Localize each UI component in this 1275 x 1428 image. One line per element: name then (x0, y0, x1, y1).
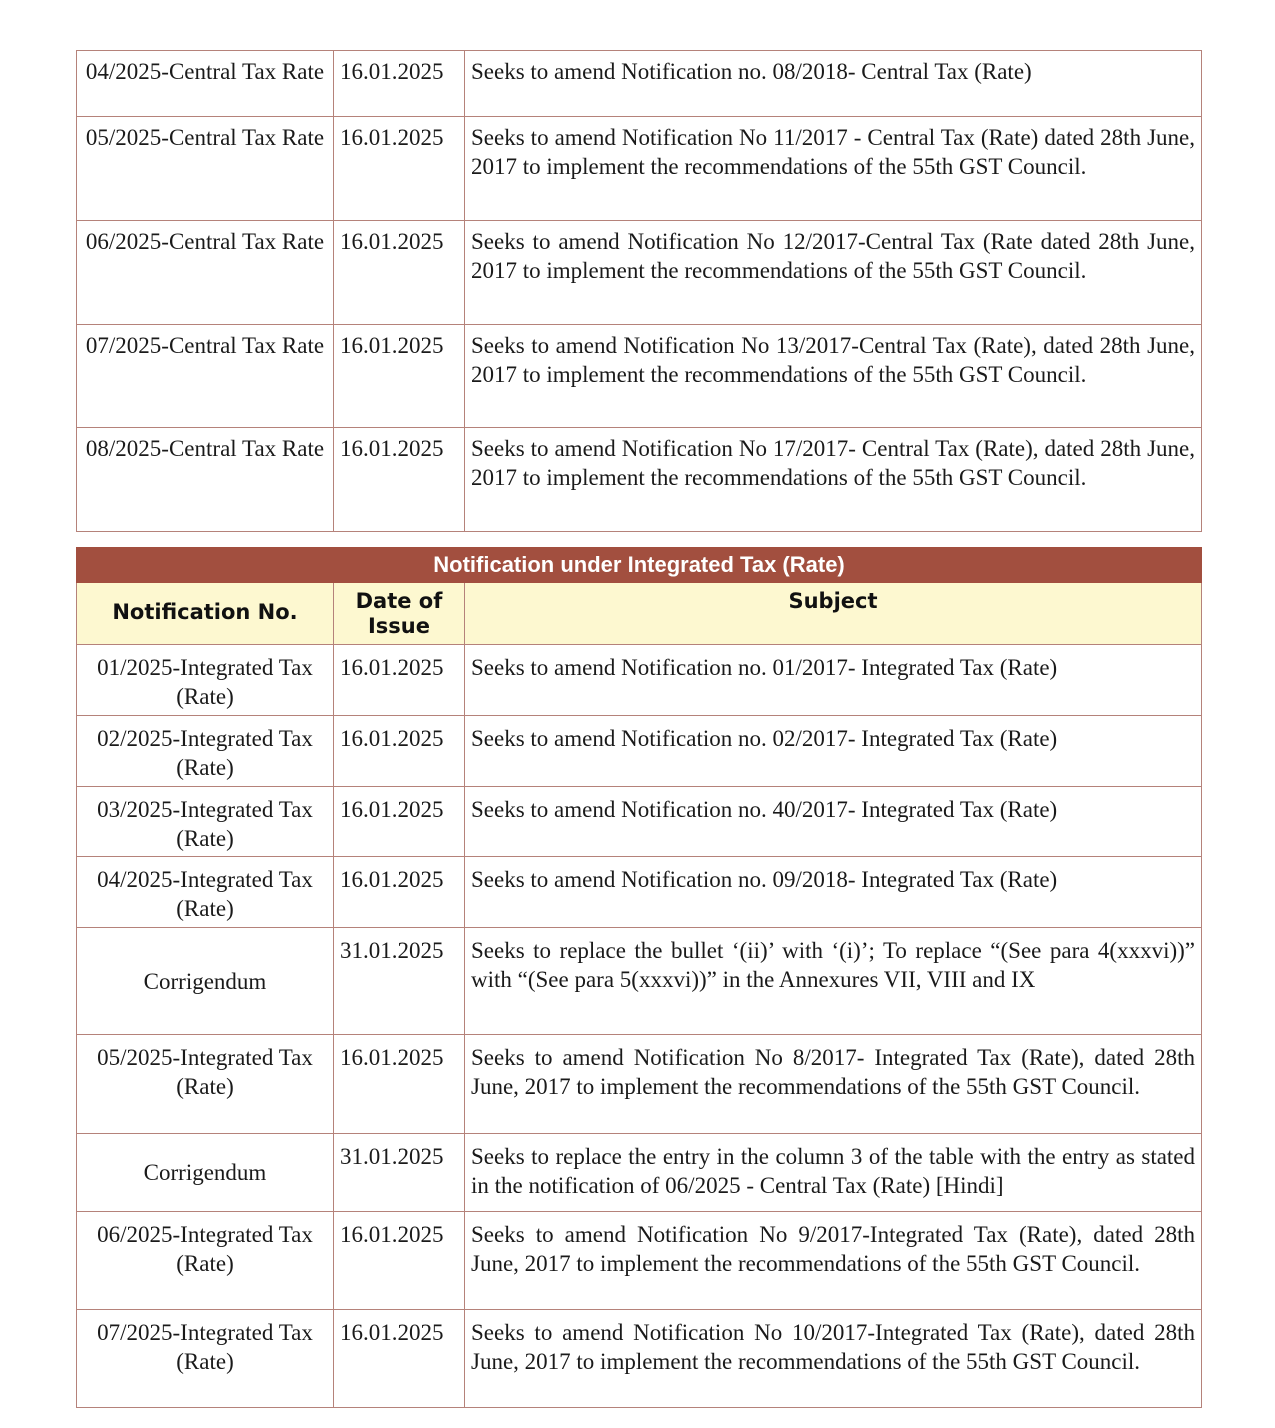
table-row (77, 716, 1202, 787)
table-row (77, 928, 1202, 1035)
subject-cell: Seeks to amend Notification No 10/2017-Integrated Tax (Rate), dated 28th June, 2017 to implement the recommendations of the 55th GST Council. (465, 1310, 1202, 1408)
notification-no-cell: 04/2025-Integrated Tax (Rate) (77, 857, 334, 928)
notification-no-cell: 04/2025-Central Tax Rate (77, 51, 334, 117)
table-row (77, 221, 1202, 325)
date-cell: 16.01.2025 (334, 716, 465, 787)
notification-no-cell: 05/2025-Integrated Tax (Rate) (77, 1035, 334, 1134)
table-row (77, 1212, 1202, 1310)
date-cell: 16.01.2025 (334, 1212, 465, 1310)
table-row (77, 1134, 1202, 1212)
table-row (77, 428, 1202, 532)
subject-cell: Seeks to amend Notification No 11/2017 - Central Tax (Rate) dated 28th June, 2017 to implement the recommendations of the 55th GST Council. (465, 117, 1202, 221)
table-row (77, 51, 1202, 117)
table-row (77, 117, 1202, 221)
notification-no-cell: 07/2025-Integrated Tax (Rate) (77, 1310, 334, 1408)
table-row (77, 857, 1202, 928)
notification-no-cell: 02/2025-Integrated Tax (Rate) (77, 716, 334, 787)
notification-no-cell: 06/2025-Integrated Tax (Rate) (77, 1212, 334, 1310)
column-header-date-of-issue: Date of Issue (334, 583, 465, 645)
date-cell: 16.01.2025 (334, 787, 465, 857)
date-cell: 16.01.2025 (334, 1310, 465, 1408)
integrated-tax-rate-table (76, 547, 1202, 1408)
notification-no-cell: 07/2025-Central Tax Rate (77, 325, 334, 428)
table-row (77, 1035, 1202, 1134)
date-cell: 16.01.2025 (334, 428, 465, 532)
subject-cell: Seeks to amend Notification No 12/2017-Central Tax (Rate dated 28th June, 2017 to implement the recommendations of the 55th GST Council. (465, 221, 1202, 325)
date-cell: 31.01.2025 (334, 1134, 465, 1212)
date-cell: 16.01.2025 (334, 1035, 465, 1134)
subject-cell: Seeks to amend Notification no. 08/2018- Central Tax (Rate) (465, 51, 1202, 117)
date-cell: 16.01.2025 (334, 645, 465, 716)
section-title: Notification under Integrated Tax (Rate) (77, 548, 1202, 583)
notification-no-cell: 06/2025-Central Tax Rate (77, 221, 334, 325)
subject-cell: Seeks to replace the entry in the column 3 of the table with the entry as stated in the notification of 06/2025 - Central Tax (Rate) [Hindi] (465, 1134, 1202, 1212)
column-header-subject: Subject (465, 583, 1202, 645)
date-cell: 16.01.2025 (334, 857, 465, 928)
subject-cell: Seeks to replace the bullet ‘(ii)’ with ‘(i)’; To replace “(See para 4(xxxvi))” with “(See para 5(xxxvi))” in the Annexures VII, VIII and IX (465, 928, 1202, 1035)
notification-no-cell: Corrigendum (77, 1134, 334, 1212)
notification-no-cell: 08/2025-Central Tax Rate (77, 428, 334, 532)
subject-cell: Seeks to amend Notification No 9/2017-Integrated Tax (Rate), dated 28th June, 2017 to implement the recommendations of the 55th GST Council. (465, 1212, 1202, 1310)
date-cell: 16.01.2025 (334, 221, 465, 325)
subject-cell: Seeks to amend Notification no. 02/2017- Integrated Tax (Rate) (465, 716, 1202, 787)
notification-no-cell: 01/2025-Integrated Tax (Rate) (77, 645, 334, 716)
notification-no-cell: 05/2025-Central Tax Rate (77, 117, 334, 221)
date-cell: 16.01.2025 (334, 325, 465, 428)
table-row (77, 325, 1202, 428)
table-row (77, 645, 1202, 716)
date-cell: 31.01.2025 (334, 928, 465, 1035)
subject-cell: Seeks to amend Notification No 13/2017-Central Tax (Rate), dated 28th June, 2017 to implement the recommendations of the 55th GST Council. (465, 325, 1202, 428)
notification-no-cell: Corrigendum (77, 928, 334, 1035)
date-cell: 16.01.2025 (334, 117, 465, 221)
column-header-notification-no: Notification No. (77, 583, 334, 645)
table-row (77, 787, 1202, 857)
subject-cell: Seeks to amend Notification No 17/2017- Central Tax (Rate), dated 28th June, 2017 to implement the recommendations of the 55th GST Council. (465, 428, 1202, 532)
subject-cell: Seeks to amend Notification no. 01/2017- Integrated Tax (Rate) (465, 645, 1202, 716)
notification-no-cell: 03/2025-Integrated Tax (Rate) (77, 787, 334, 857)
subject-cell: Seeks to amend Notification no. 09/2018- Integrated Tax (Rate) (465, 857, 1202, 928)
header-row (77, 583, 1202, 645)
subject-cell: Seeks to amend Notification No 8/2017- Integrated Tax (Rate), dated 28th June, 2017 to implement the recommendations of the 55th GST Council. (465, 1035, 1202, 1134)
section-title-row (77, 548, 1202, 583)
table-row (77, 1310, 1202, 1408)
date-cell: 16.01.2025 (334, 51, 465, 117)
subject-cell: Seeks to amend Notification no. 40/2017- Integrated Tax (Rate) (465, 787, 1202, 857)
central-tax-rate-table (76, 50, 1202, 532)
